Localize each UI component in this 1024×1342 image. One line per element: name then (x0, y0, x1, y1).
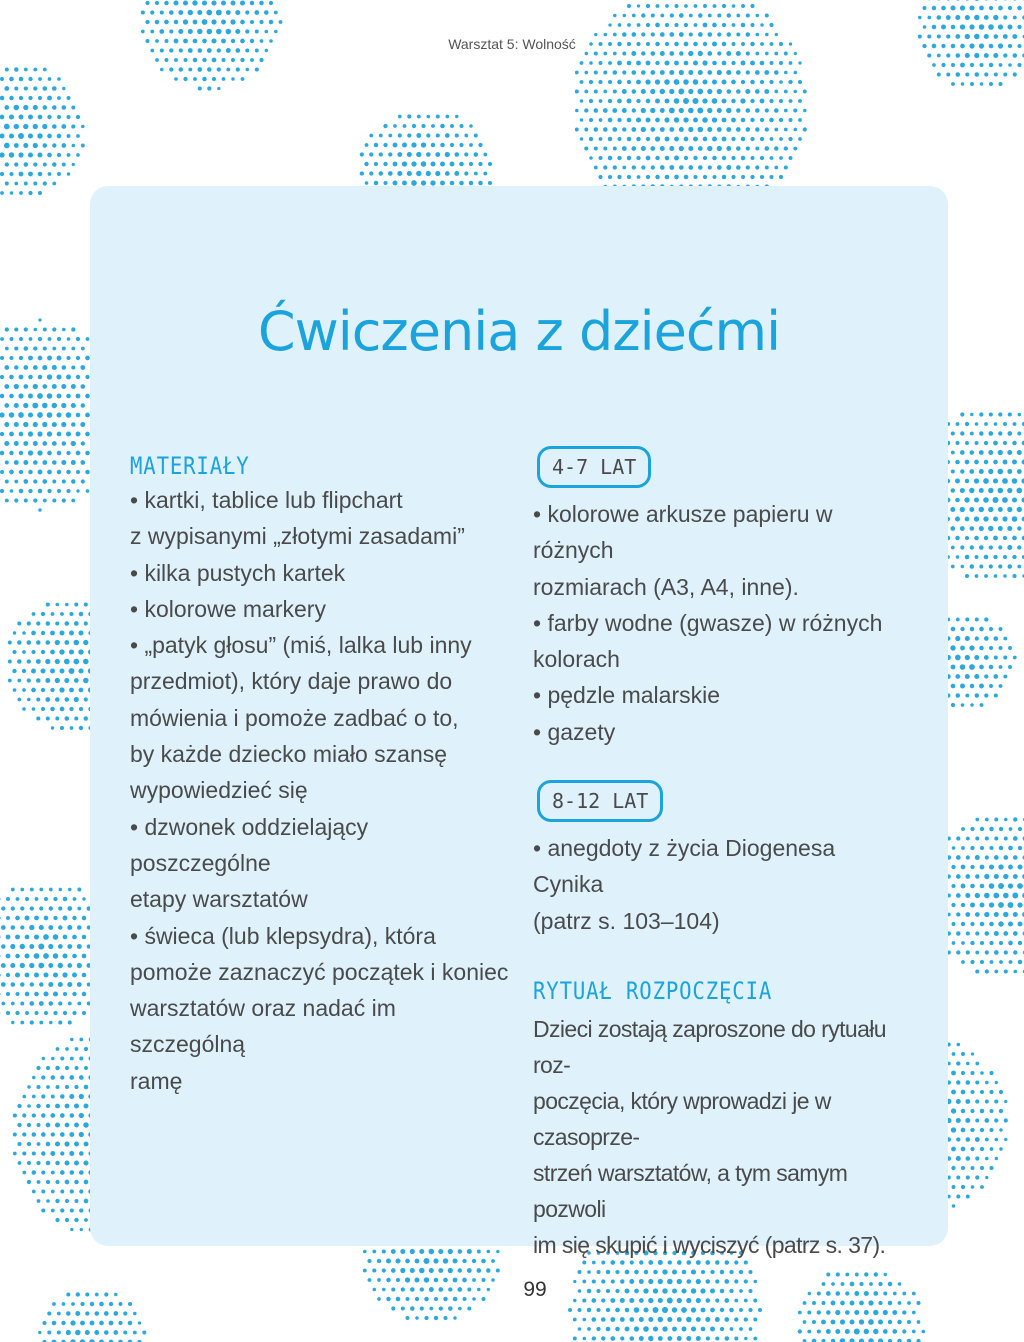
running-header: Warsztat 5: Wolność (448, 36, 576, 52)
materials-4-7-line: • gazety (533, 718, 616, 745)
materials-line: ramę (130, 1067, 183, 1094)
materials-8-12-list (533, 830, 903, 939)
materials-line: z wypisanymi „złotymi zasadami” (130, 523, 465, 550)
ritual-line: strzeń warsztatów, a tym samym pozwoli (533, 1159, 848, 1222)
materials-4-7-line: • pędzle malarskie (533, 682, 721, 709)
ritual-heading: RYTUAŁ ROZPOCZĘCIA (533, 976, 773, 1005)
materials-line: mówienia i pomoże zadbać o to, (130, 704, 459, 731)
materials-line: • kilka pustych kartek (130, 559, 346, 586)
materials-4-7-list (533, 496, 903, 750)
ritual-line: im się skupić i wyciszyć (patrz s. 37). (533, 1231, 886, 1258)
materials-line: • dzwonek oddzielający poszczególne (130, 813, 369, 876)
materials-line: warsztatów oraz nadać im szczególną (130, 995, 396, 1058)
materials-4-7-line: kolorach (533, 646, 620, 673)
age-badge-4-7: 4-7 LAT (537, 446, 651, 488)
materials-line: • kartki, tablice lub flipchart (130, 487, 403, 513)
ritual-line: Dzieci zostają zaproszone do rytuału roz- (533, 1015, 886, 1078)
page-number: 99 (523, 1278, 547, 1301)
materials-line: by każde dziecko miało szansę (130, 741, 448, 768)
materials-line: • „patyk głosu” (miś, lalka lub inny (130, 632, 472, 659)
page-title: Ćwiczenia z dziećmi (257, 300, 781, 363)
age-badge-8-12: 8-12 LAT (537, 780, 663, 822)
materials-line: wypowiedzieć się (130, 777, 308, 804)
materials-4-7-line: rozmiarach (A3, A4, inne). (533, 573, 799, 600)
materials-heading: MATERIAŁY (130, 452, 250, 480)
materials-8-12-line: • anegdoty z życia Diogenesa Cynika (533, 835, 836, 898)
materials-list (130, 482, 510, 1099)
materials-line: pomoże zaznaczyć początek i koniec (130, 958, 509, 985)
materials-line: przedmiot), który daje prawo do (130, 668, 453, 695)
materials-4-7-line: • farby wodne (gwasze) w różnych (533, 609, 883, 636)
ritual-paragraph (533, 1011, 903, 1263)
dotted-circle (575, 0, 807, 217)
age-groups-column (533, 446, 903, 1263)
materials-line: • świeca (lub klepsydra), która (130, 922, 436, 949)
materials-4-7-line: • kolorowe arkusze papieru w różnych (533, 501, 833, 564)
materials-line: • kolorowe markery (130, 595, 326, 622)
ritual-line: poczęcia, który wprowadzi je w czasoprze- (533, 1087, 831, 1150)
materials-line: etapy warsztatów (130, 886, 308, 913)
dotted-circle (0, 67, 85, 195)
materials-8-12-line: (patrz s. 103–104) (533, 907, 720, 934)
materials-column (130, 450, 510, 1099)
